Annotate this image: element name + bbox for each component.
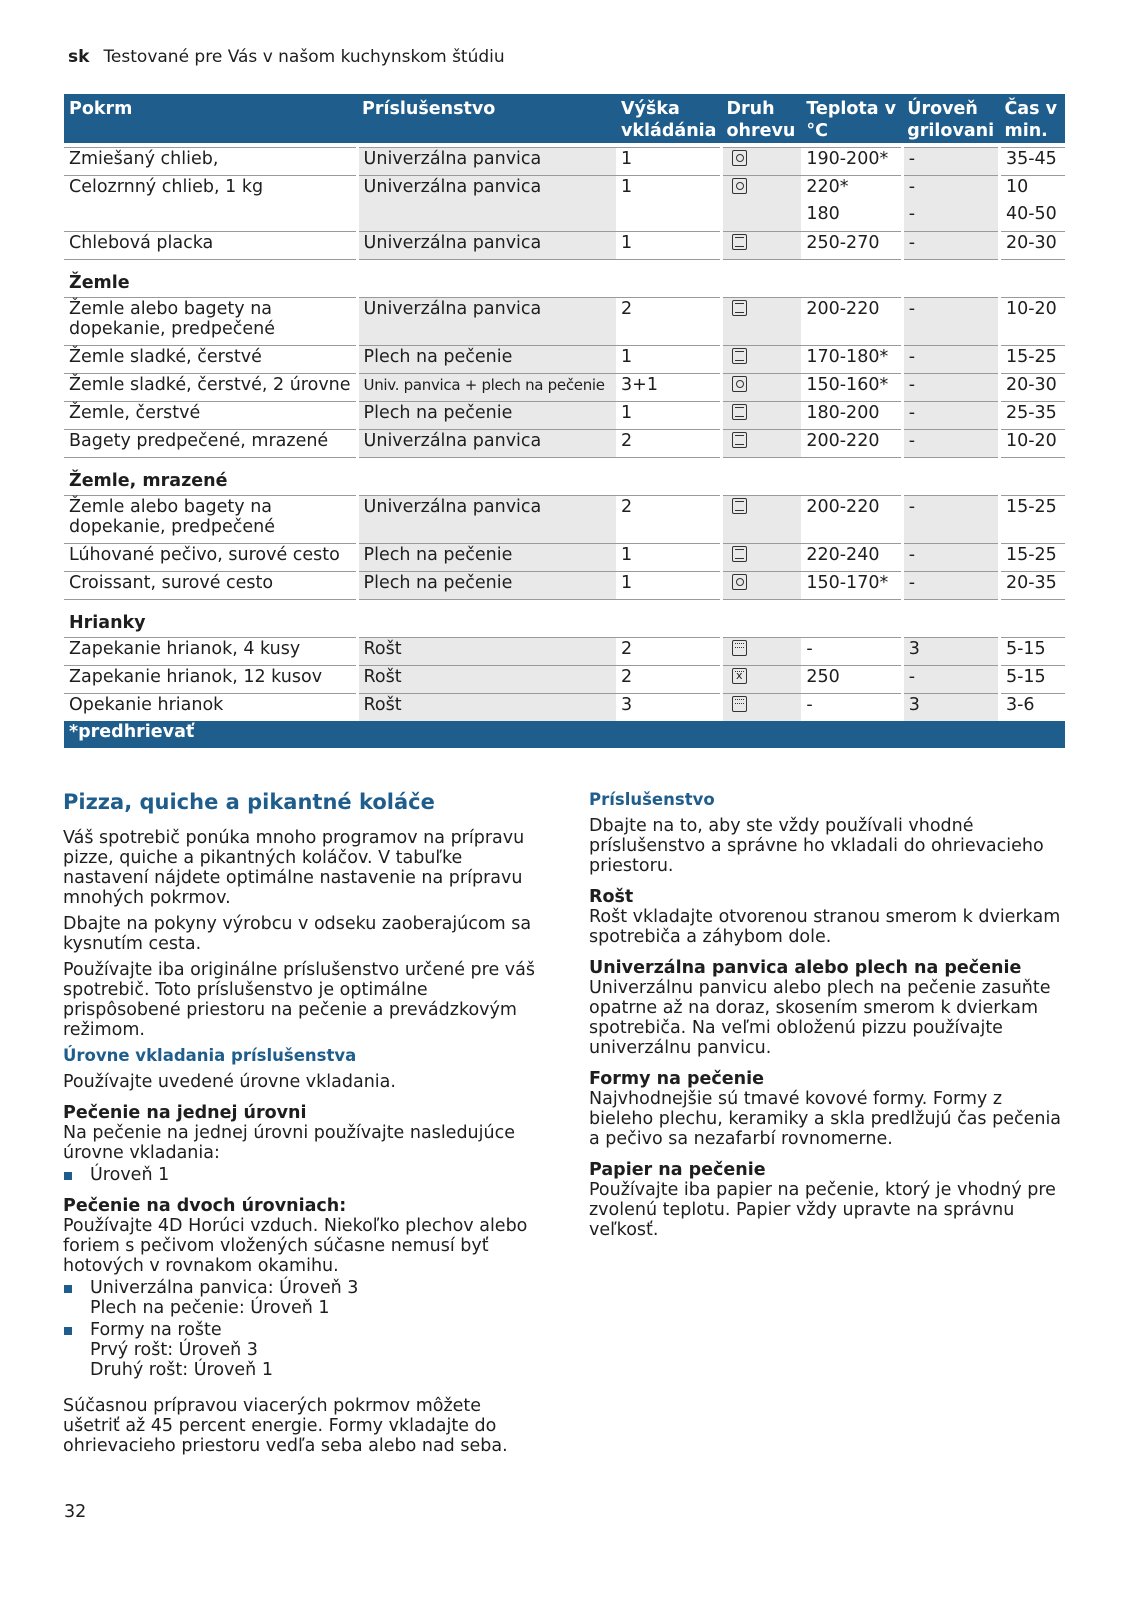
grill-cell: -	[902, 401, 999, 429]
height-cell: 2	[616, 665, 721, 693]
table-row	[64, 147, 1065, 175]
temp-cell: 190-200*	[801, 147, 902, 175]
mode-cell	[721, 147, 801, 175]
table-footnote-row	[64, 721, 1065, 748]
temp-cell: 180	[801, 203, 902, 231]
height-cell: 2	[616, 297, 721, 345]
table-header-row	[64, 94, 1065, 143]
page-number: 32	[64, 1502, 87, 1522]
grill-cell: -	[902, 297, 999, 345]
table-row	[64, 231, 1065, 259]
mode-cell	[721, 543, 801, 571]
temp-cell: 250	[801, 665, 902, 693]
table-section-row	[64, 259, 1065, 297]
dish-cell: Žemle sladké, čerstvé, 2 úrovne	[64, 373, 357, 401]
table-row	[64, 693, 1065, 721]
top-bottom-heat-icon	[732, 404, 747, 420]
table-row	[64, 401, 1065, 429]
time-cell: 15-25	[999, 495, 1065, 543]
temp-cell: 220-240	[801, 543, 902, 571]
list-item: Úroveň 1	[63, 1165, 543, 1185]
table-body	[64, 143, 1065, 748]
height-cell: 1	[616, 401, 721, 429]
time-cell: 40-50	[999, 203, 1065, 231]
section-title: Pizza, quiche a pikantné koláče	[63, 790, 435, 814]
mode-cell	[721, 637, 801, 665]
two-level-heading: Pečenie na dvoch úrovniach:	[63, 1196, 347, 1216]
accessory-cell: Univerzálna panvica	[357, 495, 616, 543]
table-row	[64, 373, 1065, 401]
time-cell: 10	[1005, 176, 1029, 197]
mode-cell	[721, 231, 801, 259]
height-cell: 2	[616, 429, 721, 457]
list-item: Formy na rošte Prvý rošt: Úroveň 3 Druhý rošt: Úroveň 1	[63, 1320, 543, 1380]
col-header-height: Výška vkládánia	[616, 94, 721, 143]
accessory-subheading: Príslušenstvo	[589, 790, 715, 809]
one-level-paragraph: Na pečenie na jednej úrovni používajte nasledujúce úrovne vkladania:	[63, 1123, 515, 1163]
time-cell: 10-20	[999, 297, 1065, 345]
time-cell: 5-15	[999, 637, 1065, 665]
section-heading: Žemle	[64, 259, 1065, 297]
temp-cell: 150-170*	[801, 571, 902, 599]
mode-cell	[721, 345, 801, 373]
accessory-cell: Plech na pečenie	[357, 543, 616, 571]
dish-cell: Celozrnný chlieb, 1 kg	[69, 176, 264, 197]
grill-cell: -	[902, 203, 999, 231]
grill-cell: 3	[902, 637, 999, 665]
dish-cell: Zapekanie hrianok, 4 kusy	[64, 637, 357, 665]
table-row	[64, 297, 1065, 345]
list-item: Univerzálna panvica: Úroveň 3 Plech na pečenie: Úroveň 1	[63, 1278, 543, 1318]
time-cell: 15-25	[999, 345, 1065, 373]
mode-cell	[721, 495, 801, 543]
two-level-list	[63, 1278, 543, 1380]
dish-cell: Zapekanie hrianok, 12 kusov	[64, 665, 357, 693]
temp-cell: 170-180*	[801, 345, 902, 373]
fan-icon	[732, 574, 747, 590]
temp-cell: 180-200	[801, 401, 902, 429]
mode-cell	[721, 429, 801, 457]
grill-cell: -	[902, 429, 999, 457]
dish-cell	[64, 203, 357, 231]
grill-fan-icon	[732, 668, 747, 684]
time-cell: 5-15	[999, 665, 1065, 693]
dish-cell: Žemle alebo bagety na dopekanie, predpečené	[64, 297, 357, 345]
mode-cell	[721, 203, 801, 231]
grill-cell: -	[902, 175, 999, 203]
height-cell: 2	[616, 637, 721, 665]
accessory-cell: Univerzálna panvica	[357, 429, 616, 457]
col-header-temp: Teplota v °C	[801, 94, 902, 143]
paper-paragraph: Používajte iba papier na pečenie, ktorý je vhodný pre zvolenú teplotu. Papier vždy upravte na správnu veľkosť.	[589, 1180, 1056, 1240]
height-cell: 2	[616, 495, 721, 543]
accessory-intro: Dbajte na to, aby ste vždy používali vhodné príslušenstvo a správne ho vkladali do ohrievacieho priestoru.	[589, 816, 1044, 876]
top-bottom-heat-icon	[732, 300, 747, 316]
dish-cell: Žemle sladké, čerstvé	[64, 345, 357, 373]
temp-cell: -	[801, 637, 902, 665]
height-cell: 1	[621, 176, 633, 197]
grill-icon	[732, 640, 747, 656]
one-level-heading: Pečenie na jednej úrovni	[63, 1103, 307, 1123]
time-cell: 35-45	[999, 147, 1065, 175]
language-code: sk	[68, 47, 90, 67]
table-section-row	[64, 457, 1065, 495]
grill-cell: 3	[902, 693, 999, 721]
grill-cell: -	[902, 231, 999, 259]
grill-cell: -	[902, 571, 999, 599]
pan-paragraph: Univerzálnu panvicu alebo plech na pečenie zasuňte opatrne až na doraz, skosením smerom k dvierkam spotrebiča. Na veľmi obloženú pizzu používajte univerzálnu panvicu.	[589, 978, 1051, 1058]
dish-cell: Žemle alebo bagety na dopekanie, predpečené	[64, 495, 357, 543]
accessory-cell: Rošt	[357, 637, 616, 665]
one-level-list	[63, 1165, 543, 1185]
table-row	[64, 345, 1065, 373]
mode-cell	[721, 401, 801, 429]
dough-paragraph: Dbajte na pokyny výrobcu v odseku zaoberajúcom sa kysnutím cesta.	[63, 914, 532, 954]
temp-cell: 200-220	[801, 297, 902, 345]
table-row	[64, 665, 1065, 693]
table-row	[64, 429, 1065, 457]
table-row	[64, 637, 1065, 665]
height-cell	[616, 203, 721, 231]
dish-cell: Bagety predpečené, mrazené	[64, 429, 357, 457]
mode-cell	[721, 571, 801, 599]
col-header-accessory: Príslušenstvo	[357, 94, 616, 143]
header-title: Testované pre Vás v našom kuchynskom štúdiu	[103, 47, 505, 67]
table-row	[64, 495, 1065, 543]
accessory-cell: Plech na pečenie	[357, 571, 616, 599]
temp-cell: 220*	[806, 176, 849, 197]
grill-icon	[732, 696, 747, 712]
accessory-cell: Univerzálna panvica	[357, 175, 616, 203]
grill-cell: -	[902, 147, 999, 175]
accessory-cell: Univerzálna panvica	[357, 147, 616, 175]
time-cell: 20-30	[999, 373, 1065, 401]
height-cell: 1	[616, 345, 721, 373]
grill-cell: -	[902, 373, 999, 401]
cooking-table	[64, 94, 1065, 748]
fan-icon	[732, 178, 747, 194]
mode-cell	[721, 297, 801, 345]
accessory-cell: Plech na pečenie	[357, 345, 616, 373]
dish-cell: Croissant, surové cesto	[64, 571, 357, 599]
left-column	[63, 790, 543, 1462]
height-cell: 1	[616, 147, 721, 175]
temp-cell: 200-220	[801, 495, 902, 543]
grill-cell: -	[902, 665, 999, 693]
height-cell: 3+1	[616, 373, 721, 401]
table-row	[64, 175, 1065, 203]
rack-heading: Rošt	[589, 887, 634, 907]
paper-heading: Papier na pečenie	[589, 1160, 766, 1180]
fan-icon	[732, 150, 747, 166]
time-cell: 20-30	[999, 231, 1065, 259]
levels-paragraph: Používajte uvedené úrovne vkladania.	[63, 1072, 396, 1092]
grill-cell: -	[902, 345, 999, 373]
temp-cell: 200-220	[801, 429, 902, 457]
table-row	[64, 543, 1065, 571]
col-header-dish: Pokrm	[64, 94, 357, 143]
top-bottom-heat-icon	[732, 234, 747, 250]
temp-cell: 150-160*	[801, 373, 902, 401]
page-header	[68, 47, 505, 67]
col-header-mode: Druh ohrevu	[721, 94, 801, 143]
mode-cell	[721, 373, 801, 401]
accessory-cell: Rošt	[357, 693, 616, 721]
section-heading: Žemle, mrazené	[64, 457, 1065, 495]
col-header-grill: Úroveň grilovani	[902, 94, 999, 143]
bullet-icon	[64, 1285, 72, 1293]
time-cell: 25-35	[999, 401, 1065, 429]
top-bottom-heat-icon	[732, 432, 747, 448]
accessory-cell: Univerzálna panvica	[357, 231, 616, 259]
height-cell: 1	[616, 571, 721, 599]
table-section-row	[64, 599, 1065, 637]
pan-heading: Univerzálna panvica alebo plech na pečenie	[589, 958, 1022, 978]
two-level-paragraph: Používajte 4D Horúci vzduch. Niekoľko plechov alebo foriem s pečivom vložených súčasne nemusí byť hotových v rovnakom okamihu.	[63, 1216, 528, 1276]
top-bottom-heat-icon	[732, 546, 747, 562]
forms-heading: Formy na pečenie	[589, 1069, 764, 1089]
bullet-icon	[64, 1327, 72, 1335]
accessory-cell: Rošt	[357, 665, 616, 693]
time-cell: 3-6	[1005, 694, 1035, 715]
grill-cell: -	[902, 495, 999, 543]
col-header-time: Čas v min.	[999, 94, 1065, 143]
top-bottom-heat-icon	[732, 348, 747, 364]
accessory-cell: Univ. panvica + plech na pečenie	[357, 373, 616, 401]
intro-paragraph: Váš spotrebič ponúka mnoho programov na prípravu pizze, quiche a pikantných koláčov. V tabuľke nastavení nájdete optimálne nastavenie na prípravu mnohých pokrmov.	[63, 828, 525, 908]
dish-cell: Žemle, čerstvé	[64, 401, 357, 429]
time-cell: 10-20	[999, 429, 1065, 457]
dish-cell: Chlebová placka	[64, 231, 357, 259]
time-cell: 20-35	[999, 571, 1065, 599]
top-bottom-heat-icon	[732, 498, 747, 514]
accessory-cell	[357, 203, 616, 231]
table-row	[64, 203, 1065, 231]
time-cell: 15-25	[999, 543, 1065, 571]
right-column	[589, 790, 1069, 1246]
temp-cell: -	[806, 694, 813, 715]
accessory-cell: Plech na pečenie	[357, 401, 616, 429]
bullet-icon	[64, 1172, 72, 1180]
accessory-paragraph: Používajte iba originálne príslušenstvo určené pre váš spotrebič. Toto príslušenstvo je optimálne prispôsobené priestoru na pečenie a prevádzkovým režimom.	[63, 960, 535, 1040]
rack-paragraph: Rošt vkladajte otvorenou stranou smerom k dvierkam spotrebiča a záhybom dole.	[589, 907, 1061, 947]
footnote: *predhrievať	[64, 721, 1065, 748]
fan-icon	[732, 376, 747, 392]
accessory-cell: Univerzálna panvica	[357, 297, 616, 345]
dish-cell: Opekanie hrianok	[69, 694, 224, 715]
temp-cell: 250-270	[801, 231, 902, 259]
forms-paragraph: Najvhodnejšie sú tmavé kovové formy. Formy z bieleho plechu, keramiky a skla predlžujú čas pečenia a pečivo sa nezafarbí rovnomerne.	[589, 1089, 1062, 1149]
mode-cell	[721, 693, 801, 721]
height-cell: 1	[616, 231, 721, 259]
dish-cell: Zmiešaný chlieb,	[64, 147, 357, 175]
mode-cell	[721, 665, 801, 693]
section-heading: Hrianky	[64, 599, 1065, 637]
grill-cell: -	[902, 543, 999, 571]
height-cell: 3	[621, 694, 633, 715]
levels-subheading: Úrovne vkladania príslušenstva	[63, 1046, 357, 1065]
table-row	[64, 571, 1065, 599]
mode-cell	[721, 175, 801, 203]
dish-cell: Lúhované pečivo, surové cesto	[64, 543, 357, 571]
height-cell: 1	[616, 543, 721, 571]
energy-paragraph: Súčasnou prípravou viacerých pokrmov môžete ušetriť až 45 percent energie. Formy vkladajte do ohrievacieho priestoru vedľa seba alebo nad seba.	[63, 1396, 508, 1456]
